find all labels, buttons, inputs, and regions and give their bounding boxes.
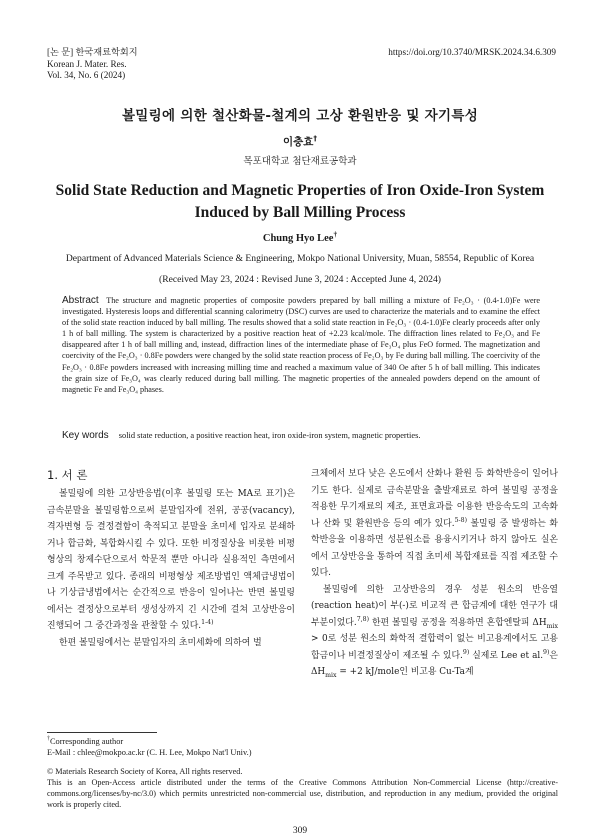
keywords-text: solid state reduction, a positive reaction heat, iron oxide-iron system, magnetic properties.	[118, 431, 421, 440]
license-notice	[47, 766, 558, 810]
paragraph-text: 크체에서 보다 낮은 온도에서 산화나 환원 등 화학반응이 일어나기도 한다. 실제로 금속분말을 출발재료로 하여 볼밀링 공정을 적용한 무기재료의 제조, 표면효과를 이용한 반응속도의 고속화나 산화 및 환원반응 등의 예가 있다.	[311, 469, 558, 529]
footnote-text: Corresponding author	[49, 737, 124, 746]
received-dates: (Received May 23, 2024 : Revised June 3, 2024 : Accepted June 4, 2024)	[159, 274, 441, 285]
paragraph	[311, 582, 558, 681]
subscript: mix	[325, 671, 337, 679]
abstract-label: Abstract	[62, 295, 99, 306]
footnote-email: E-Mail : chlee@mokpo.ac.kr (C. H. Lee, Mokpo Nat'l Univ.)	[47, 748, 252, 757]
paragraph-text: = +2 kJ/mole인 비고용 Cu-Ta계	[336, 667, 474, 677]
page-number: 309	[292, 826, 308, 836]
paragraph-text: 한편 볼밀링 공정을 적용하면 혼합엔탈피 ΔH	[369, 617, 547, 628]
citation: 9)	[543, 648, 550, 656]
author-korean	[0, 134, 600, 149]
journal-name-kr: [논 문] 한국재료학회지	[47, 47, 138, 57]
paragraph	[47, 486, 295, 635]
author-english-name: Chung Hyo Lee	[262, 233, 334, 244]
keywords	[62, 430, 540, 441]
subscript: mix	[546, 622, 558, 630]
author-english	[0, 229, 600, 244]
author-korean-name: 이충효	[282, 136, 314, 148]
journal-header	[47, 47, 138, 82]
footnote-divider	[47, 732, 157, 733]
author-english-mark: †	[333, 229, 338, 239]
paragraph-text: 볼밀링 중 발생하는 화학반응을 이용하면 성분원소를 용융시키거나 하지 않아도 실온에서 고상반응을 통하여 직접 초미세 복합재료를 직접 제조할 수 있다.	[311, 518, 558, 578]
abstract-text: The structure and magnetic properties of composite powders prepared by ball milling a mixture of Fe₂O₃ · (0.4-1.0)Fe were investigated. Hysteresis loops and differential scanning calorimetry (DSC) curves are used to characterize the materials and to examine the effect of the solid state reaction induced by ball milling. The results showed that a solid state reaction in Fe₂O₃ · (0.4-1.0)Fe clearly proceeds after only 1 h of ball milling. The system is characterized by a positive reaction heat of +2.23 kcal/mole. The diffraction lines related to Fe₂O₃ and Fe disappeared after 1 h of ball milling and, instead, diffraction lines of the intermediate phase of Fe₃O₄ plus FeO formed. The magnetization and coercivity of the Fe₂O₃ · 0.8Fe powders were changed by the solid state reaction process of Fe₂O₃ by Fe during ball milling. The coercivity of the Fe₂O₃ · 0.8Fe powders increased with increasing milling time and reached a maximum value of 340 Oe after 5 h of ball milling. This indicates the grain size of Fe₃O₄ was clearly reduced during ball milling. The magnetic properties of the annealed powders depend on the amount of magnetic Fe and Fe₃O₄ phases.	[62, 296, 540, 394]
journal-volume: Vol. 34, No. 6 (2024)	[47, 70, 126, 80]
paragraph-text: 한편 볼밀링에서는 분말입자의 초미세화에 의하여 벌	[59, 637, 262, 648]
keywords-label: Key words	[62, 430, 109, 441]
body-column-left	[47, 486, 295, 651]
body-column-right	[311, 466, 558, 681]
citation: 5-8)	[454, 516, 468, 524]
affiliation-english: Department of Advanced Materials Science & Engineering, Mokpo National University, Muan, 58554, Republic of Korea	[65, 253, 535, 264]
title-korean: 볼밀링에 의한 철산화물-철계의 고상 환원반응 및 자기특성	[121, 108, 479, 124]
copyright-line: © Materials Research Society of Korea, All rights reserved.	[47, 767, 243, 776]
journal-name-en: Korean J. Mater. Res.	[47, 58, 127, 69]
paragraph-text: 실제로 Lee et al.	[469, 650, 544, 661]
author-korean-mark: †	[313, 133, 318, 143]
footnote-corresponding	[47, 736, 252, 747]
paragraph-text: > 0로 성분 원소의 화학적 결합력이 없는 비고용계에서도 고용합금이나 비결정질상이 제조될 수 있다.	[311, 634, 558, 661]
paragraph	[311, 466, 558, 582]
footnote-mark: †	[47, 736, 50, 743]
section-heading-introduction: 1. 서 론	[47, 468, 88, 482]
citation: 7,8)	[356, 615, 370, 623]
citation: 1-4)	[201, 619, 214, 627]
abstract	[62, 295, 540, 395]
affiliation-korean: 목포대학교 첨단재료공학과	[243, 156, 357, 167]
paragraph-text: 은 ΔH	[311, 650, 558, 677]
footnote	[47, 736, 252, 758]
paragraph-text: 볼밀링에 의한 고상반응법(이후 볼밀링 또는 MA로 표기)은 금속분말을 볼밀링함으로써 분말입자에 전위, 공공(vacancy), 격자변형 등 결정결함이 축적되고 분말을 초미세 입자로 분쇄하거나 합금화, 복합화시킬 수 있다. 또한 비정질상을 비롯한 비평형상의 창제수단으로서 학문적 뿐만 아니라 실용적인 측면에서 크게 주목받고 있다. 종래의 비평형상 제조방법인 액체급냉법이나 기상급냉법에서는 순간적으로 반응이 일어나는 반면 볼밀링에서는 결정상으로부터 생성상까지 긴 시간에 걸쳐 고상반응이 진행되어 그 중간과정을 관찰할 수 있다.	[47, 489, 295, 631]
paragraph	[47, 635, 295, 652]
title-english: Solid State Reduction and Magnetic Properties of Iron Oxide-Iron System Induced by Ball Milling Process	[55, 182, 545, 221]
citation: 9)	[462, 648, 470, 656]
paragraph-text: 볼밀링에 의한 고상반응의 경우 성분 원소의 반응열(reaction heat)이 부(-)로 비교적 큰 합금계에 대한 연구가 대부분이었다.	[311, 584, 558, 628]
license-text: This is an Open-Access article distributed under the terms of the Creative Commons Attribution Non-Commercial License (http://creative-commons.org/licenses/by-nc/3.0) which permits unrestricted non-commercial use, distribution, and reproduction in any medium, provided the original work is properly cited.	[47, 778, 558, 809]
doi-link[interactable]: https://doi.org/10.3740/MRSK.2024.34.6.309	[388, 47, 556, 57]
